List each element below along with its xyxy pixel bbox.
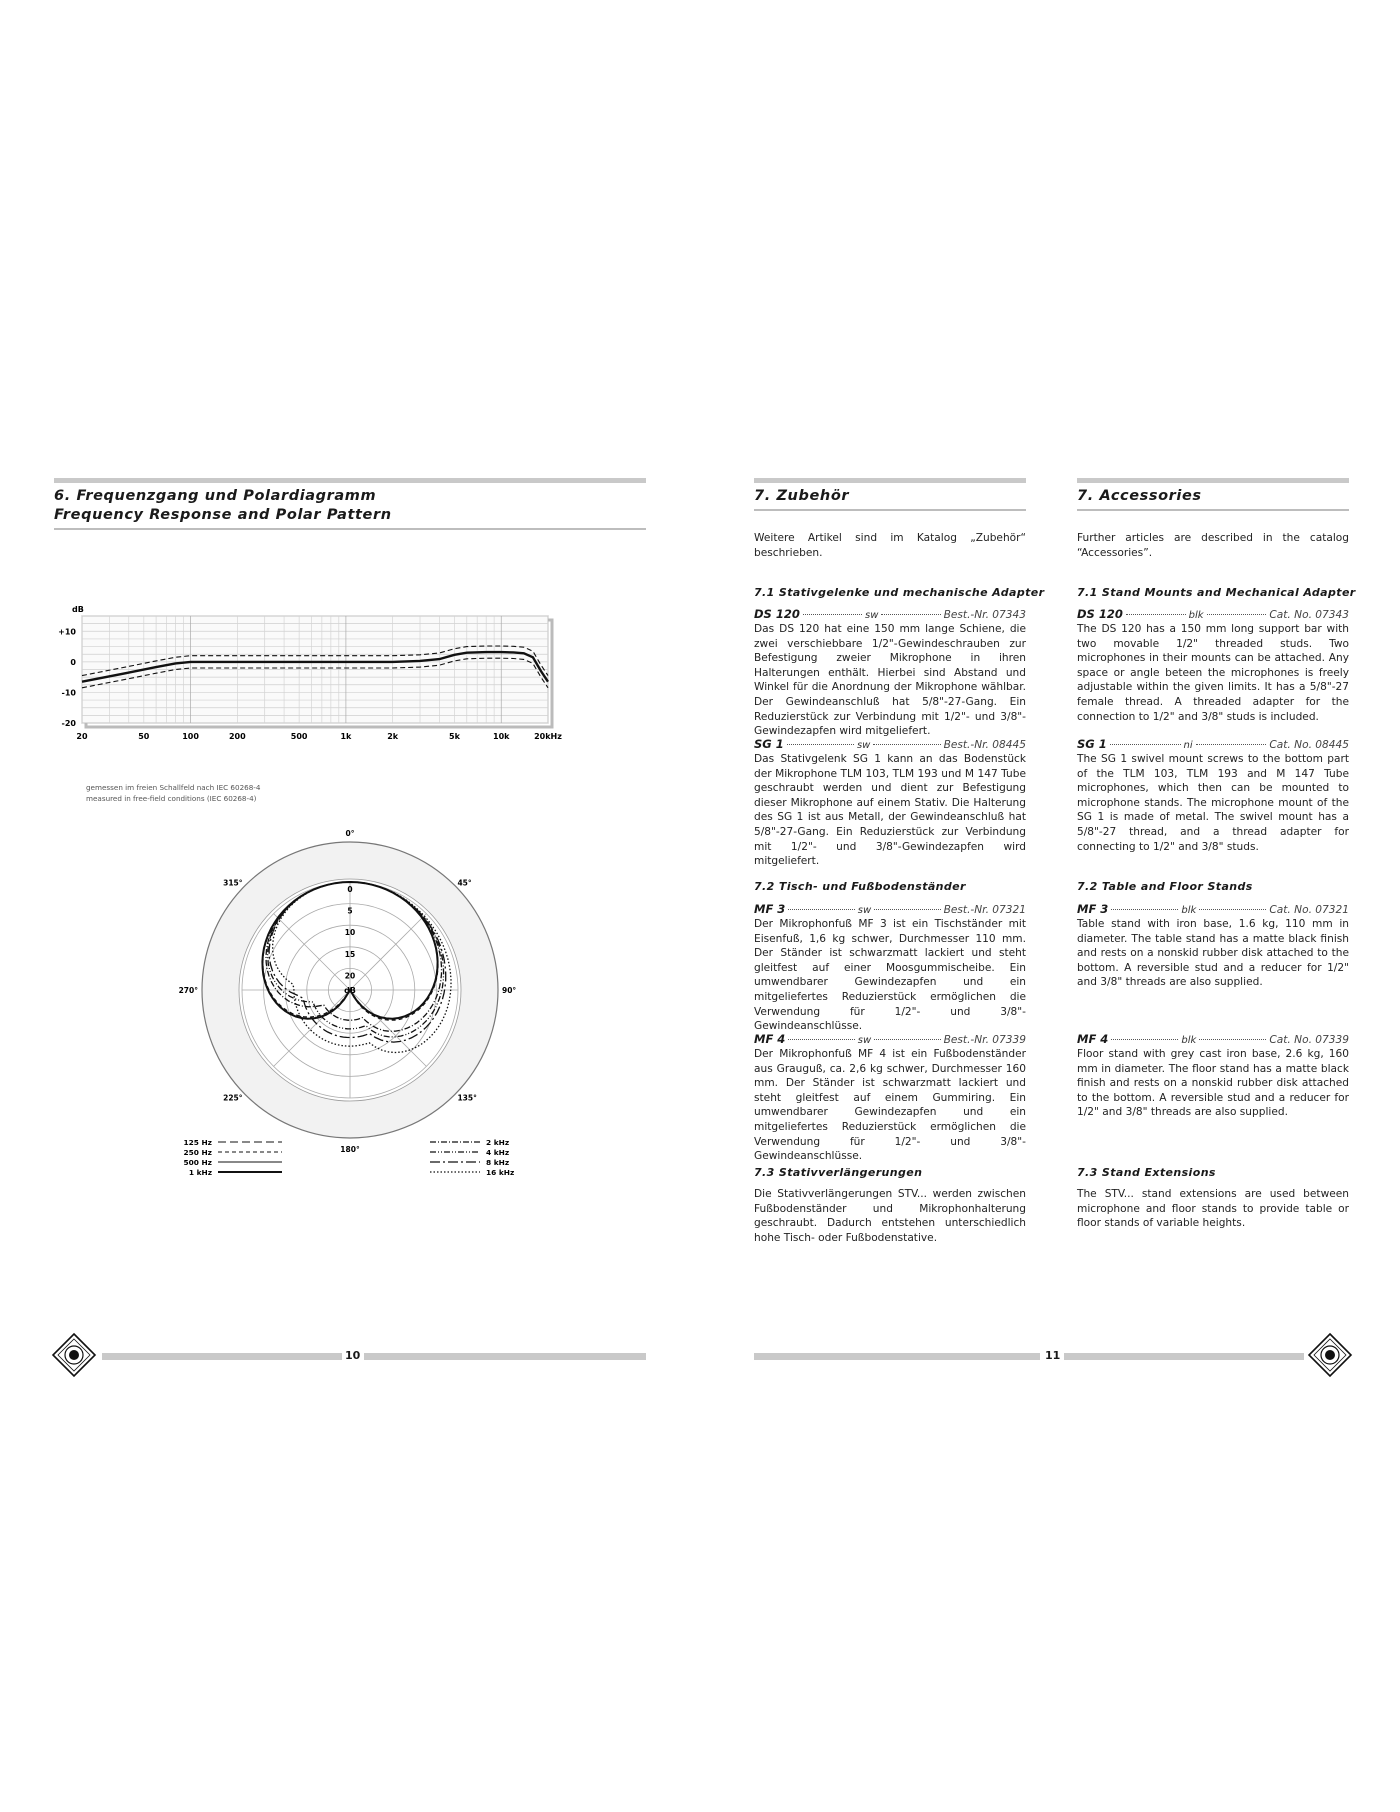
heading-underline-left [54, 528, 646, 530]
product-catalog-number: Cat. No. 08445 [1269, 739, 1350, 751]
product-finish: ni [1183, 740, 1193, 751]
polar-angle-label: 90° [502, 986, 517, 995]
fr-x-tick-label: 5k [449, 732, 460, 741]
top-rule-de [754, 478, 1026, 483]
polar-legend-label: 1 kHz [188, 1168, 212, 1177]
fr-y-tick-label: -10 [61, 688, 76, 698]
fr-x-tick-label: 1k [340, 732, 352, 741]
product-finish: blk [1188, 610, 1204, 621]
footer-rule-left-b [364, 1353, 646, 1360]
product-finish: sw [857, 905, 872, 916]
product-catalog-number: Cat. No. 07343 [1269, 609, 1350, 621]
stv-text-en: The STV... stand extensions are used between microphone and floor stands to provide table or floor stands of variable heights. [1077, 1188, 1349, 1230]
polar-angle-label: 45° [457, 878, 472, 888]
ds120-text-de: Das DS 120 hat eine 150 mm lange Schiene, die zwei verschiebbare 1/2"-Gewindeschrauben zur Befestigung zweier Mikrophone in ihren Halterungen enthält. Hierbei sind Abstand und Winkel für die Anordnung der Mikrophone wählbar. Der Gewindeanschluß hat 5/8"-27-Gang. Ein Reduzierstück zur Verbindung mit 1/2"- und 3/8"-Gewindezapfen wird mitgeliefert. [754, 623, 1026, 738]
product-finish: sw [865, 610, 879, 621]
product-finish: sw [857, 1035, 872, 1046]
fr-x-tick-label: 50 [138, 732, 150, 741]
fr-grid [82, 616, 552, 727]
section-title-de: 7. Zubehör [754, 488, 850, 504]
mf3-text-de: Der Mikrophonfuß MF 3 ist ein Tischständer mit Eisenfuß, 1,6 kg schwer, Durchmesser 110 mm. Der Ständer ist schwarzmatt lackiert und steht gleitfest auf einer Moosgummischeibe. Ein umwendbarer Gewindezapfen und ein mitgeliefertes Reduzierstück ermöglichen die Verwendung für 1/2"- und 3/8"-Gewindeanschlüsse. [754, 918, 1026, 1033]
fr-x-tick-label: 200 [228, 732, 246, 741]
neumann-logo-right [1308, 1333, 1352, 1377]
footer-rule-right-a [754, 1353, 1040, 1360]
fr-y-ticks [58, 627, 76, 728]
measured-note-en: measured in free-field conditions (IEC 60268-4) [86, 794, 257, 803]
section-title-en: 7. Accessories [1077, 488, 1202, 504]
polar-legend-label: 2 kHz [486, 1138, 510, 1147]
fr-x-tick-label: 20 [76, 732, 88, 741]
product-name: DS 120 [1077, 607, 1123, 621]
top-rule-left [54, 478, 646, 483]
measured-note-de: gemessen im freien Schallfeld nach IEC 60268-4 [86, 783, 261, 792]
product-name: MF 3 [1077, 902, 1109, 916]
polar-radial-tick: 10 [344, 928, 356, 938]
product-finish: blk [1181, 905, 1197, 916]
product-catalog-number: Best.-Nr. 07343 [943, 609, 1027, 621]
product-catalog-number: Best.-Nr. 07321 [943, 904, 1027, 916]
fr-x-tick-label: 2k [387, 732, 399, 741]
polar-angle-label: 225° [223, 1093, 243, 1103]
product-catalog-number: Best.-Nr. 08445 [943, 739, 1026, 751]
polar-legend-label: 250 Hz [183, 1148, 212, 1157]
product-catalog-number: Cat. No. 07321 [1269, 904, 1350, 916]
fr-y-tick-label: +10 [58, 627, 76, 637]
polar-radial-tick: 0 [347, 885, 353, 894]
polar-pattern-chart [178, 825, 525, 1160]
product-finish: sw [856, 740, 871, 751]
sg1-text-en: The SG 1 swivel mount screws to the bottom part of the TLM 103, TLM 193 and M 147 Tube microphones, which then can be mounted to microphone stands. The microphone mount of the SG 1 is made of metal. The swivel mount has a 5/8"-27 thread, and a thread adapter for connecting to 1/2" and 3/8" studs. [1077, 753, 1349, 853]
subheading-7-1-de: 7.1 Stativgelenke und mechanische Adapter [754, 586, 1045, 599]
polar-legend-right [430, 1138, 514, 1177]
page-number-left: 10 [345, 1349, 361, 1362]
polar-legend-label: 16 kHz [486, 1168, 515, 1177]
polar-legend-label: 8 kHz [486, 1158, 510, 1167]
polar-angle-label: 270° [178, 986, 198, 995]
subheading-7-3-en: 7.3 Stand Extensions [1077, 1166, 1216, 1179]
frequency-response-chart [60, 600, 650, 755]
polar-legend-label: 125 Hz [183, 1138, 212, 1147]
footer-rule-left-a [102, 1353, 342, 1360]
section-heading-en: Frequency Response and Polar Pattern [54, 507, 392, 523]
product-name: DS 120 [754, 607, 800, 621]
polar-radial-tick: 20 [344, 971, 356, 981]
fr-x-tick-label: 10k [493, 732, 510, 741]
product-finish: blk [1181, 1035, 1197, 1046]
fr-y-tick-label: -20 [61, 719, 76, 728]
fr-y-axis-label: dB [72, 605, 84, 614]
mf4-text-en: Floor stand with grey cast iron base, 2.6 kg, 160 mm in diameter. The floor stand has a matte black finish and rests on a nonskid rubber disk attached to the bottom. A reversible stud and a reducer for 1/2" and 3/8" threads are also supplied. [1077, 1048, 1349, 1119]
polar-angle-label: 180° [340, 1145, 360, 1154]
intro-de: Weitere Artikel sind im Katalog „Zubehör“ beschrieben. [754, 532, 1026, 559]
product-name: SG 1 [1077, 737, 1107, 751]
product-catalog-number: Best.-Nr. 07339 [943, 1034, 1027, 1046]
product-name: SG 1 [754, 737, 784, 751]
fr-x-ticks [76, 732, 562, 741]
polar-angle-label: 315° [223, 878, 243, 888]
subheading-7-2-de: 7.2 Tisch- und Fußbodenständer [754, 880, 966, 893]
polar-radial-tick: 5 [347, 906, 353, 916]
fr-x-tick-label: 500 [290, 732, 308, 741]
neumann-logo-left [52, 1333, 96, 1377]
ds120-text-en: The DS 120 has a 150 mm long support bar with two movable 1/2" threaded studs. Two microphones in their mounts can be attached. Any space or angle beteen the microphones is freely adjustable within the given limits. It has a 5/8"-27 female thread. A threaded adapter for the connection to 1/2" and 3/8" studs is included. [1077, 623, 1349, 723]
product-catalog-number: Cat. No. 07339 [1269, 1034, 1350, 1046]
polar-legend-label: 4 kHz [486, 1148, 510, 1157]
intro-en: Further articles are described in the catalog “Accessories”. [1077, 532, 1349, 559]
product-name: MF 4 [754, 1032, 786, 1046]
mf4-text-de: Der Mikrophonfuß MF 4 ist ein Fußbodenständer aus Grauguß, ca. 2,6 kg schwer, Durchmesser 160 mm. Der Ständer ist schwarzmatt lackiert und steht gleitfest auf einem Gummiring. Ein umwendbarer Gewindezapfen und ein mitgeliefertes Reduzierstück ermöglichen die Verwendung für 1/2"- und 3/8"-Gewindeanschlüsse. [754, 1048, 1026, 1163]
polar-legend-left [184, 1138, 283, 1177]
page-number-right: 11 [1045, 1349, 1061, 1362]
mf3-text-en: Table stand with iron base, 1.6 kg, 110 mm in diameter. The table stand has a matte black finish and rests on a nonskid rubber disk attached to the bottom. A reversible stud and a reducer for 1/2" and 3/8" threads are also supplied. [1077, 918, 1349, 989]
subheading-7-1-en: 7.1 Stand Mounts and Mechanical Adapter [1077, 586, 1356, 599]
title-underline-de [754, 509, 1026, 511]
fr-x-tick-label: 20kHz [534, 732, 562, 741]
polar-angle-label: 0° [345, 829, 355, 838]
polar-legend-label: 500 Hz [183, 1158, 212, 1167]
product-name: MF 3 [754, 902, 786, 916]
stv-text-de: Die Stativverlängerungen STV... werden zwischen Fußbodenständer und Mikrophonhalterung geschraubt. Dadurch entstehen unterschiedlich hohe Tisch- oder Fußbodenstative. [754, 1188, 1026, 1244]
polar-legend [180, 1134, 530, 1180]
footer-rule-right-b [1064, 1353, 1304, 1360]
subheading-7-3-de: 7.3 Stativverlängerungen [754, 1166, 923, 1179]
section-heading-de: 6. Frequenzgang und Polardiagramm [54, 488, 377, 504]
title-underline-en [1077, 509, 1349, 511]
sg1-text-de: Das Stativgelenk SG 1 kann an das Bodenstück der Mikrophone TLM 103, TLM 193 und M 147 Tube geschraubt werden und dient zur Befestigung dieser Mikrophone auf einem Stativ. Die Halterung des SG 1 ist aus Metall, der Gewindeanschluß hat 5/8"-27-Gang. Ein Reduzierstück zur Verbindung mit 1/2"- und 3/8"-Gewindezapfen wird mitgeliefert. [754, 753, 1026, 868]
polar-radial-tick: 15 [344, 949, 356, 959]
fr-y-tick-label: 0 [70, 657, 76, 667]
polar-angle-label: 135° [457, 1093, 477, 1103]
subheading-7-2-en: 7.2 Table and Floor Stands [1077, 880, 1253, 893]
polar-radial-label: dB [344, 986, 356, 995]
product-name: MF 4 [1077, 1032, 1109, 1046]
fr-x-tick-label: 100 [182, 732, 199, 741]
top-rule-en [1077, 478, 1349, 483]
